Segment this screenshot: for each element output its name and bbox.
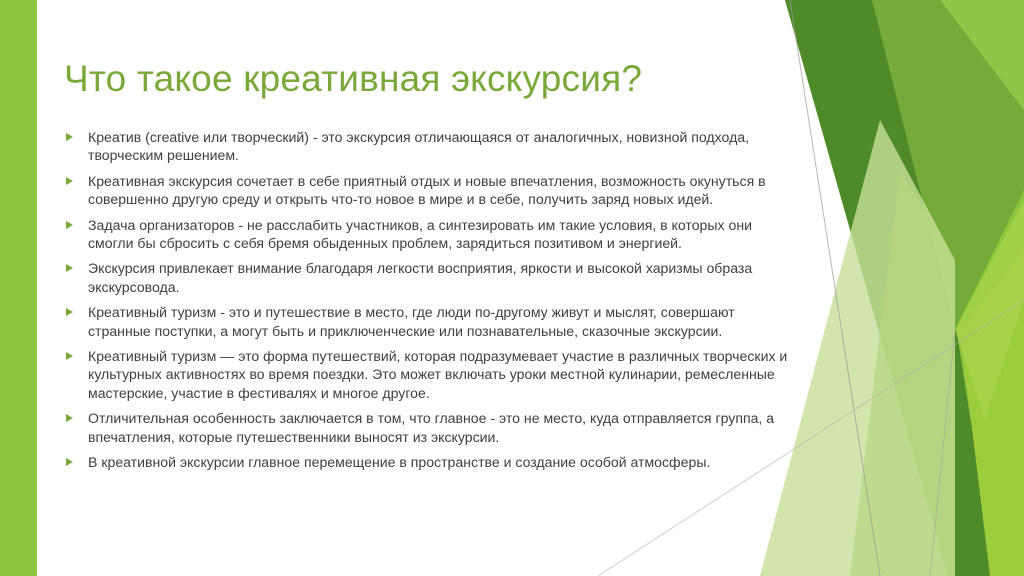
right-triangle-bullet-icon bbox=[66, 221, 73, 229]
left-green-strip bbox=[0, 0, 37, 576]
bullet-text: Отличительная особенность заключается в том, что главное - это не место, куда отправляется группа, а впечатления, которые путешественники выносят из экскурсии. bbox=[88, 410, 775, 445]
right-triangle-bullet-icon bbox=[66, 308, 73, 316]
right-triangle-bullet-icon bbox=[66, 177, 73, 185]
bullet-item bbox=[66, 303, 796, 340]
right-triangle-bullet-icon bbox=[66, 414, 73, 422]
bullet-text: Креатив (creative или творческий) - это экскурсия отличающаяся от аналогичных, новизной подхода, творческим решением. bbox=[88, 129, 750, 164]
bullet-list bbox=[66, 128, 796, 479]
bullet-text: Креативная экскурсия сочетает в себе приятный отдых и новые впечатления, возможность окунуться в совершенно другую среду и открыть что-то новое в мире и в себе, получить заряд новых идей. bbox=[88, 172, 766, 208]
right-triangle-bullet-icon bbox=[66, 133, 73, 141]
right-triangle-bullet-icon bbox=[66, 264, 73, 272]
bullet-item bbox=[66, 259, 796, 296]
bullet-text: Креативный туризм - это и путешествие в место, где люди по-другому живут и мыслят, совершают странные поступки, а могут быть и приключенческие или познавательные, сказочные экскурсии. bbox=[88, 304, 735, 339]
bullet-text: В креативной экскурсии главное перемещение в пространстве и создание особой атмосферы. bbox=[88, 454, 711, 471]
bullet-item bbox=[66, 347, 796, 402]
right-triangle-bullet-icon bbox=[66, 458, 73, 466]
right-triangle-bullet-icon bbox=[66, 352, 73, 360]
bullet-text: Креативный туризм — это форма путешествий, которая подразумевает участие в различных творческих и культурных активностях во время поездки. Это может включать уроки местной кулинарии, ремесленные мастерские, участие в фестивалях и многое другое. bbox=[88, 348, 788, 401]
slide-title: Что такое креативная экскурсия? bbox=[64, 58, 643, 99]
bullet-item bbox=[66, 128, 796, 165]
bullet-item bbox=[66, 216, 796, 253]
bullet-item bbox=[66, 409, 796, 446]
bullet-text: Экскурсия привлекает внимание благодаря легкости восприятия, яркости и высокой харизмы образа экскурсовода. bbox=[88, 260, 753, 295]
bullet-item bbox=[66, 453, 796, 471]
bullet-item bbox=[66, 172, 796, 209]
bullet-text: Задача организаторов - не расслабить участников, а синтезировать им такие условия, в которых они смогли бы сбросить с себя бремя обыденных проблем, зарядиться позитивом и энергией. bbox=[88, 216, 752, 252]
